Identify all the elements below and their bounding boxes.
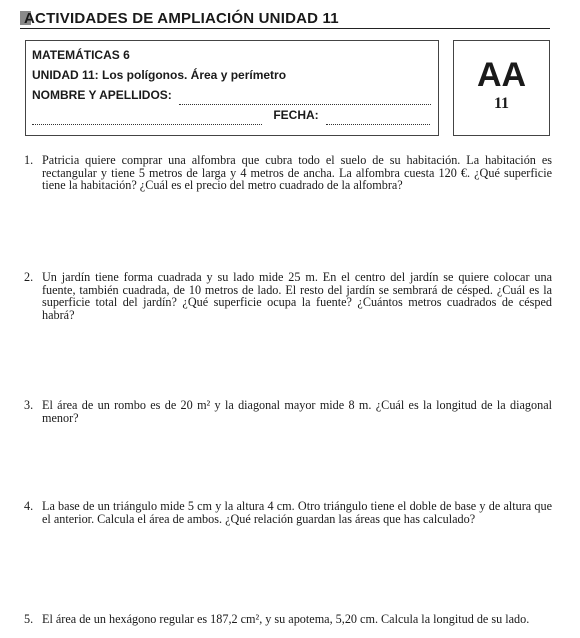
question-text: El área de un hexágono regular es 187,2 cm², y su apotema, 5,20 cm. Calcula la longitud de su lado. [42, 612, 530, 626]
activity-code-box [453, 40, 550, 136]
activity-code: AA [476, 56, 527, 94]
date-label: FECHA: [273, 108, 319, 122]
question-text: Patricia quiere comprar una alfombra que cubra todo el suelo de su habitación. La habitación es rectangular y tiene 5 metros de larga y 4 metros de ancha. La alfombra cuesta 120 €. ¿Qué superficie tiene la habitación? ¿Cuál es el precio del metro cuadrado de la alfombra? [42, 153, 552, 192]
question-1 [24, 154, 552, 192]
question-number: 3. [24, 398, 34, 412]
question-4 [24, 500, 552, 525]
worksheet-title: ACTIVIDADES DE AMPLIACIÓN UNIDAD 11 [20, 10, 550, 29]
question-number: 4. [24, 499, 34, 513]
date-line [32, 105, 432, 125]
name-line [32, 85, 432, 105]
unit-number: 11 [493, 95, 510, 112]
name-label: NOMBRE Y APELLIDOS: [32, 88, 172, 102]
question-5 [24, 613, 552, 626]
date-field[interactable] [326, 111, 430, 125]
question-2 [24, 271, 552, 321]
name-field-continuation[interactable] [32, 111, 262, 125]
unit-line: UNIDAD 11: Los polígonos. Área y perímetro [32, 68, 287, 82]
question-number: 2. [24, 270, 34, 284]
question-text: La base de un triángulo mide 5 cm y la altura 4 cm. Otro triángulo tiene el doble de base y de altura que el anterior. Calcula el área de ambos. ¿Qué relación guardan las áreas que has calculado? [42, 499, 552, 526]
question-text: Un jardín tiene forma cuadrada y su lado mide 25 m. En el centro del jardín se quiere colocar una fuente, también cuadrada, de 10 metros de lado. El resto del jardín se sembrará de césped. ¿Cuál es la superficie total del jardín? ¿Qué superficie ocupa la fuente? ¿Cuántos metros cuadrados de césped habrá? [42, 270, 552, 322]
subject-line: MATEMÁTICAS 6 [32, 48, 130, 62]
name-field[interactable] [179, 91, 431, 105]
question-number: 1. [24, 153, 34, 167]
question-3 [24, 399, 552, 424]
question-text: El área de un rombo es de 20 m² y la diagonal mayor mide 8 m. ¿Cuál es la longitud de la diagonal menor? [42, 398, 552, 425]
student-info-box [25, 40, 439, 136]
question-number: 5. [24, 612, 34, 626]
